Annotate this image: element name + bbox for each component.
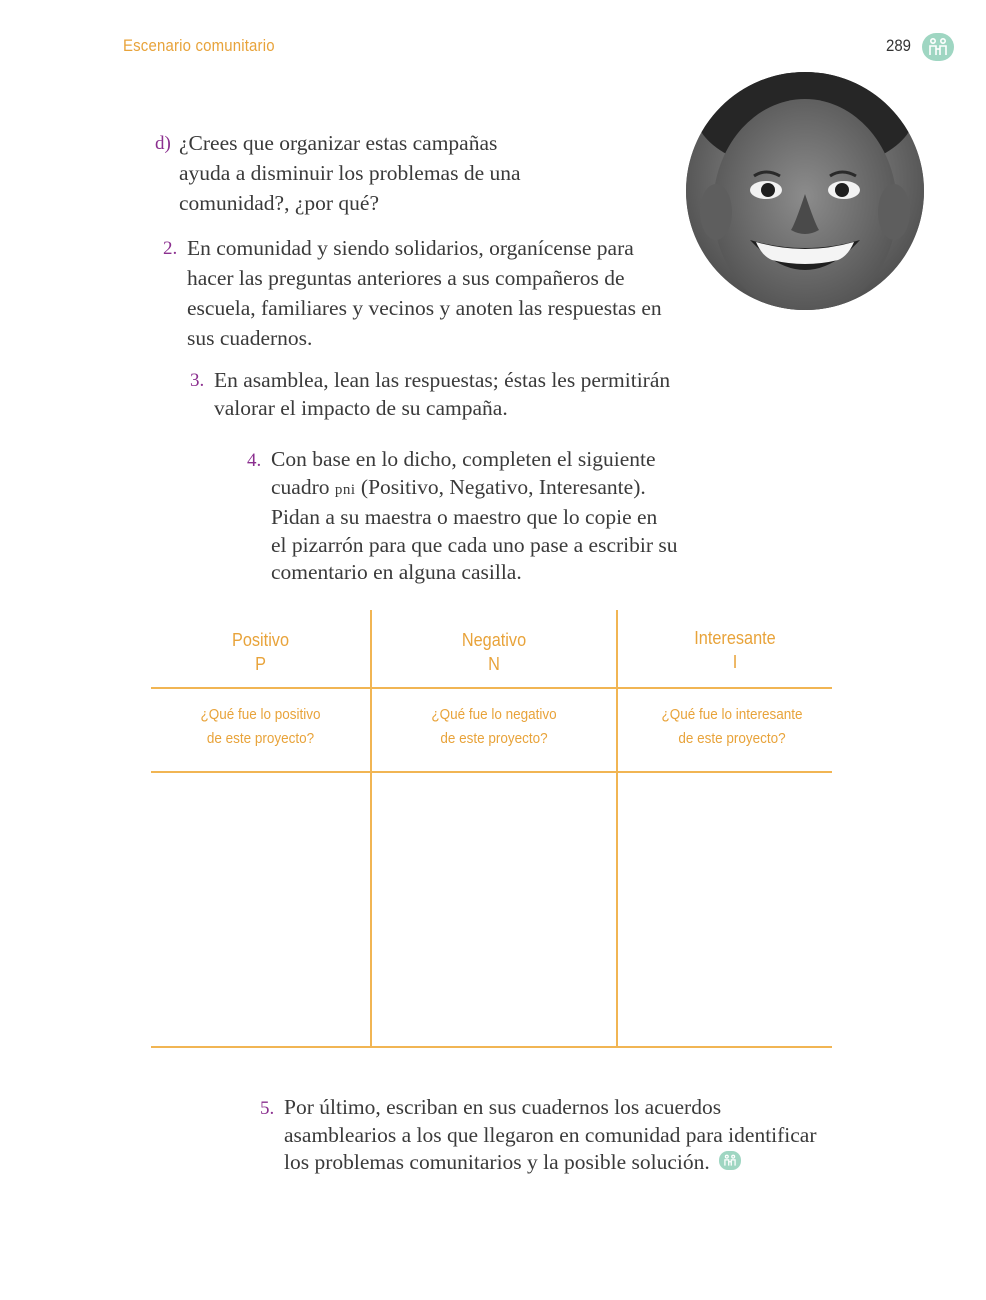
community-icon [719,1151,741,1170]
item-marker: 4. [247,450,262,471]
item-marker: 3. [190,370,205,391]
instruction-4 [247,446,678,587]
community-icon [922,33,954,61]
page-number: 289 [886,36,911,55]
instruction-3 [190,366,670,422]
question-line: de este proyecto? [440,730,548,747]
column-letter: I [732,651,738,672]
column-question-negativo [384,703,604,751]
instruction-2 [163,233,662,353]
text-line: Pidan a su maestra o maestro que lo copie en [271,505,658,529]
table-divider [151,771,832,773]
text-line [271,474,678,505]
text-line: Por último, escriban en sus cuadernos los acuerdos [284,1095,722,1119]
column-title: Negativo [461,629,527,650]
item-marker: 5. [260,1098,275,1119]
column-letter: N [488,653,500,674]
item-marker: d) [155,133,171,154]
question-line: ¿Qué fue lo positivo [200,706,321,723]
question-line: de este proyecto? [206,730,315,747]
column-title: Positivo [231,629,290,650]
text-line: En asamblea, lean las respuestas; éstas les permitirán [214,368,671,392]
child-photo [686,72,924,310]
section-title: Escenario comunitario [123,36,275,55]
column-header-positivo [164,628,357,676]
text-line: ¿Crees que organizar estas campañas [179,131,498,155]
question-line: de este proyecto? [678,730,786,747]
table-divider [151,1046,832,1048]
text-line: comentario en alguna casilla. [271,560,522,584]
question-d [155,128,521,218]
column-question-positivo [162,703,359,751]
column-question-interesante [629,703,834,751]
positivo-answer-cell[interactable] [152,774,369,1045]
text-fragment: los problemas comunitarios y la posible solución. [284,1150,710,1174]
column-letter: P [255,653,266,674]
table-divider [370,610,372,1048]
negativo-answer-cell[interactable] [373,774,615,1045]
question-line: ¿Qué fue lo interesante [661,706,803,723]
table-divider [151,687,832,689]
text-line: el pizarrón para que cada uno pase a escribir su [271,532,678,557]
text-line: hacer las preguntas anteriores a sus compañeros de [187,266,625,290]
text-line: ayuda a disminuir los problemas de una [179,161,521,185]
pni-acronym: pni [334,481,356,498]
column-header-negativo [387,628,602,676]
text-line: Con base en lo dicho, completen el siguiente [271,447,656,471]
text-line: escuela, familiares y vecinos y anoten las respuestas en [187,296,662,320]
text-fragment: cuadro [271,474,335,499]
question-line: ¿Qué fue lo negativo [431,706,557,723]
interesante-answer-cell[interactable] [619,774,831,1045]
column-title: Interesante [694,627,776,648]
text-fragment: (Positivo, Negativo, Interesante). [355,474,646,499]
text-line: sus cuadernos. [187,326,313,350]
text-line: comunidad?, ¿por qué? [179,191,379,215]
text-line: valorar el impacto de su campaña. [214,396,508,420]
text-line: asamblearios a los que llegaron en comunidad para identificar [284,1122,817,1147]
column-header-interesante [632,626,838,674]
text-line: En comunidad y siendo solidarios, organícense para [187,236,634,260]
item-marker: 2. [163,238,178,259]
table-divider [616,610,618,1048]
